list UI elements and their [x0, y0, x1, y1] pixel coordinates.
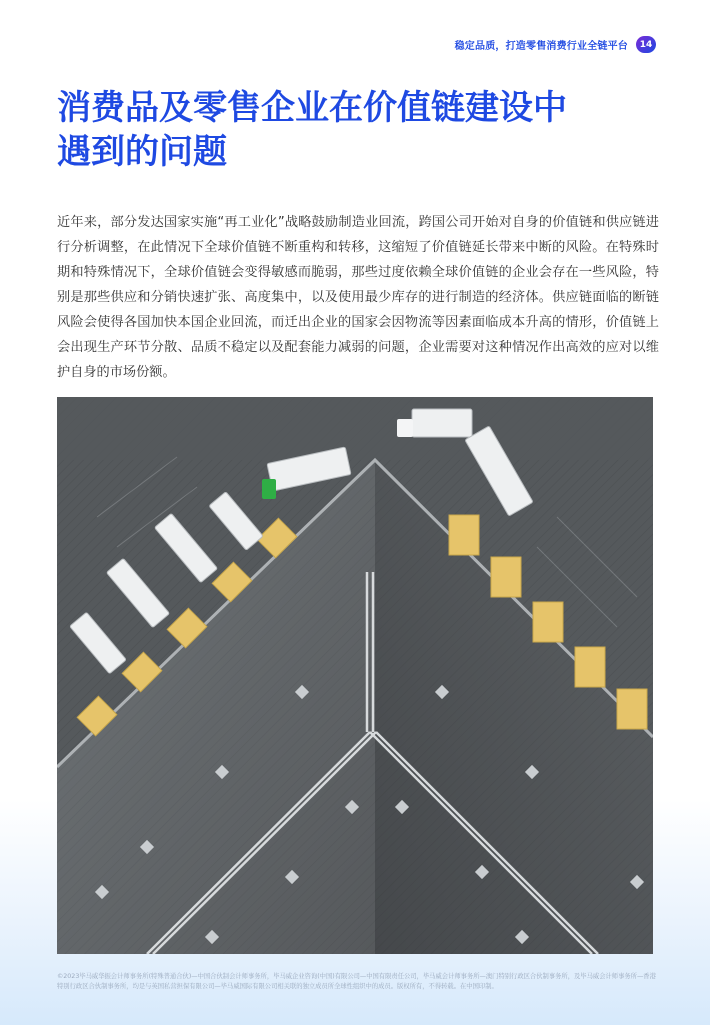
header-title: 稳定品质，打造零售消费行业全链平台: [454, 41, 628, 52]
page-number-badge: 14: [636, 36, 656, 53]
page-title-line-1: 消费品及零售企业在价值链建设中: [57, 88, 567, 128]
footer-legal-text: ©2023毕马威华振会计师事务所(特殊普通合伙)—中国合伙制会计师事务所，毕马威企业咨询(中国)有限公司—中国有限责任公司，毕马威会计师事务所—澳门特别行政区合伙制事务所，及毕马威会计师事务所—香港特别行政区合伙制事务所，均是与英国私营担保有限公司—毕马威国际有限公司相关联的独立成员所全球性组织中的成员。版权所有，不得转载。在中国印制。: [57, 973, 656, 990]
warehouse-aerial-illustration: [57, 397, 653, 954]
page-header: [455, 36, 656, 53]
page-title-line-2: 遇到的问题: [57, 132, 227, 172]
page-title: [57, 86, 657, 174]
warehouse-aerial-photo: [57, 397, 653, 954]
white-truck-cab: [397, 419, 413, 437]
trailer-top-center: [412, 409, 472, 437]
body-paragraph: 近年来，部分发达国家实施“再工业化”战略鼓励制造业回流，跨国公司开始对自身的价值链和供应链进行分析调整，在此情况下全球价值链不断重构和转移，这缩短了价值链延长带来中断的风险。在特殊时期和特殊情况下，全球价值链会变得敏感而脆弱，那些过度依赖全球价值链的企业会存在一些风险，特别是那些供应和分销快速扩张、高度集中，以及使用最少库存的进行制造的经济体。供应链面临的断链风险会使得各国加快本国企业回流，而迁出企业的国家会因物流等因素面临成本升高的情形，价值链上会出现生产环节分散、品质不稳定以及配套能力减弱的问题，企业需要对这种情况作出高效的应对以维护自身的市场份额。: [57, 215, 659, 380]
green-truck-cab: [262, 479, 276, 499]
